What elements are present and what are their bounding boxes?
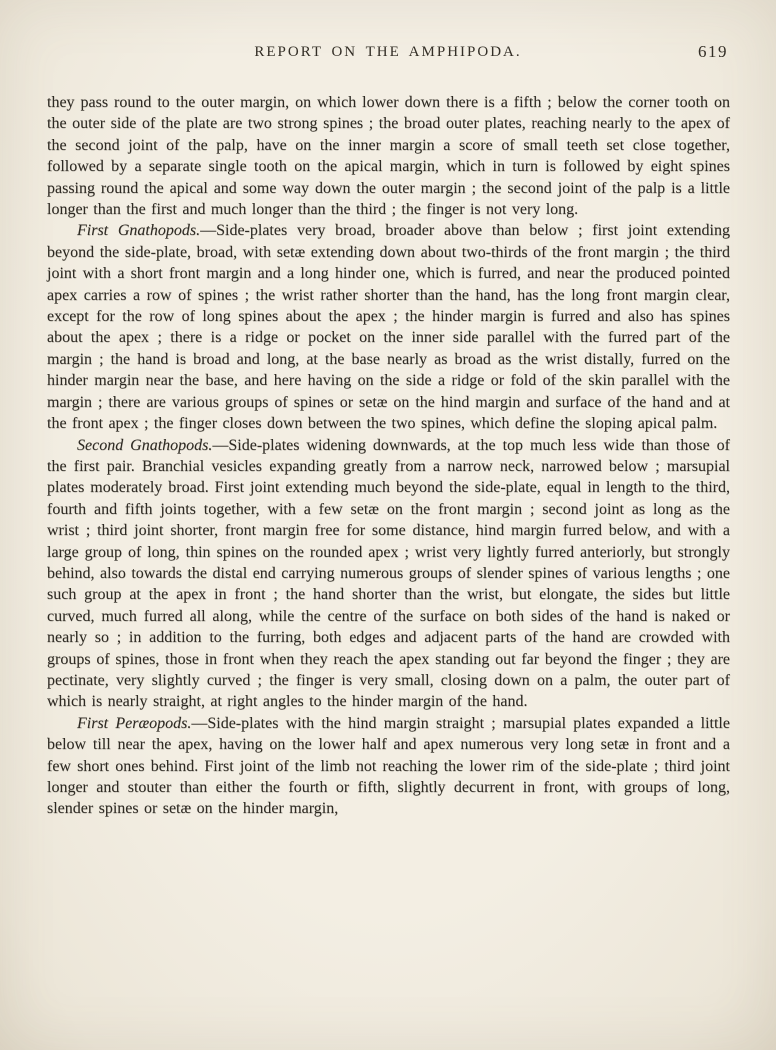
paragraph-lead: First Gnathopods. <box>77 222 201 240</box>
page-header <box>0 0 776 92</box>
paragraph-text: —Side-plates very broad, broader above than below ; first joint extending beyond the side-plate, broad, with setæ extending down about two-thirds of the front margin ; the third joint with a short front margin and a long hinder one, which is furred, and near the produced pointed apex carries a row of spines ; the wrist rather shorter than the hand, has the long front margin clear, except for the row of long spines about the apex ; the hinder margin is furred and also has spines about the apex ; there is a ridge or pocket on the inner side parallel with the furred part of the margin ; the hand is broad and long, at the base nearly as broad as the wrist distally, furred on the hinder margin near the base, and here having on the side a ridge or fold of the skin parallel with the margin ; there are various groups of spines or setæ on the hind margin and surface of the hand and at the front apex ; the finger closes down between the two spines, which define the sloping apical palm. <box>47 222 731 433</box>
paragraph-lead: Second Gnathopods. <box>77 436 213 454</box>
paragraph-continuation <box>47 92 730 220</box>
page-number: 619 <box>698 42 728 61</box>
paragraph-second-gnathopods <box>47 435 730 713</box>
running-title: REPORT ON THE AMPHIPODA. <box>254 44 522 60</box>
paragraph-first-peraeopods <box>47 713 730 820</box>
page-body <box>0 92 776 820</box>
paragraph-text: —Side-plates with the hind margin straight ; marsupial plates expanded a little below till near the apex, having on the lower half and apex numerous very long setæ in front and a few short ones behind. First joint of the limb not reaching the lower rim of the side-plate ; third joint longer and stouter than either the fourth or fifth, slightly decurrent in front, with groups of long, slender spines or setæ on the hinder margin, <box>47 714 730 818</box>
paragraph-first-gnathopods <box>47 220 730 434</box>
paragraph-text: —Side-plates widening downwards, at the top much less wide than those of the first pair. Branchial vesicles expanding greatly from a narrow neck, narrowed below ; marsupial plates moderately broad. First joint extending much beyond the side-plate, equal in length to the third, fourth and fifth joints together, with a few setæ on the front margin ; second joint as long as the wrist ; third joint shorter, front margin free for some distance, hind margin furred below, and with a large group of long, thin spines on the rounded apex ; wrist very lightly furred anteriorly, but strongly behind, also towards the distal end carrying numerous groups of slender spines of various lengths ; one such group at the apex in front ; the hand shorter than the wrist, but elongate, the sides but little curved, much furred all along, while the centre of the surface on both sides of the hand is naked or nearly so ; in addition to the furring, both edges and adjacent parts of the hand are crowded with groups of spines, those in front when they reach the apex standing out far beyond the finger ; they are pectinate, very slightly curved ; the finger is very small, closing down on a palm, the outer part of which is nearly straight, at right angles to the hinder margin of the hand. <box>47 436 730 711</box>
paragraph-text: they pass round to the outer margin, on which lower down there is a fifth ; below the corner tooth on the outer side of the plate are two strong spines ; the broad outer plates, reaching nearly to the apex of the second joint of the palp, have on the inner margin a score of small teeth set close together, followed by a separate single tooth on the apical margin, which in turn is followed by eight spines passing round the apical and some way down the outer margin ; the second joint of the palp is a little longer than the first and much longer than the third ; the finger is not very long. <box>47 94 730 219</box>
paragraph-lead: First Peræopods. <box>77 714 192 732</box>
